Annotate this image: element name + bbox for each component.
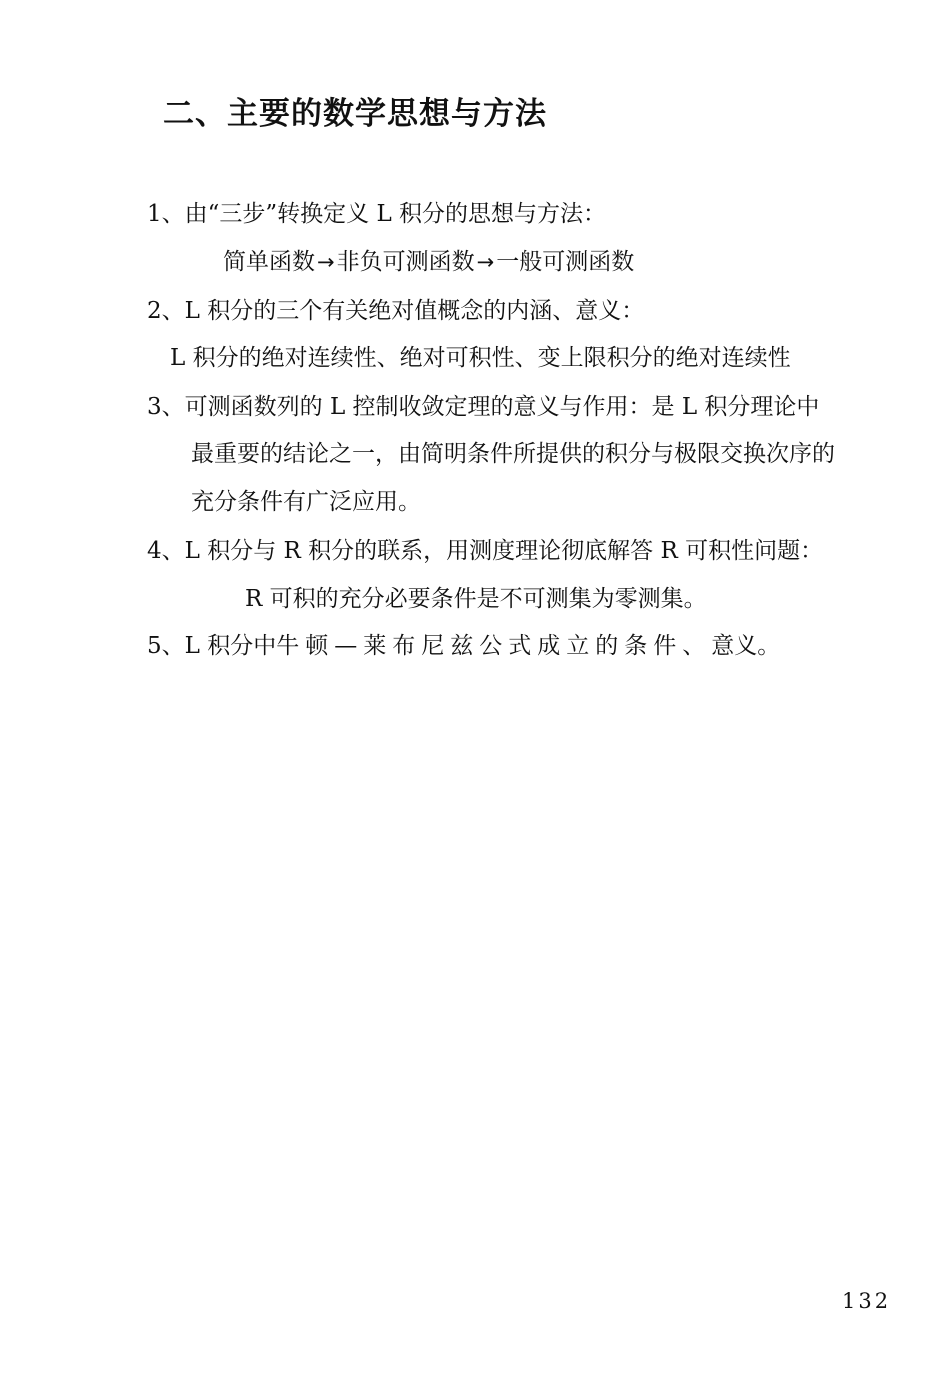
arrow-right-icon: → — [317, 250, 335, 274]
item-text-line-2: 最重要的结论之一，由简明条件所提供的积分与极限交换次序的 — [191, 441, 835, 467]
item-number: 4、 — [147, 538, 185, 564]
arrow-right-icon: → — [476, 250, 495, 274]
list-item-2 — [147, 296, 644, 326]
list-item-1 — [147, 199, 606, 229]
item-2-subline — [170, 343, 791, 373]
item-4-subline — [245, 584, 707, 614]
page-number: 132 — [842, 1289, 892, 1313]
item-text-part-2: 顿—莱布尼兹公式成立的条件、 — [305, 633, 712, 659]
item-text: 由“三步”转换定义 L 积分的思想与方法： — [184, 201, 607, 227]
item-subtext: R 可积的充分必要条件是不可测集为零测集。 — [245, 586, 707, 612]
item-number: 1、 — [147, 201, 185, 227]
item-text-part-3: 意义。 — [711, 633, 781, 659]
list-item-4 — [147, 536, 823, 566]
chain-part-simple: 简单函数 — [223, 249, 315, 275]
item-text-line-3: 充分条件有广泛应用。 — [191, 489, 421, 515]
list-item-5 — [147, 631, 780, 661]
item-text-line-1: 可测函数列的 L 控制收敛定理的意义与作用：是 L 积分理论中 — [184, 394, 820, 420]
item-3-line-3 — [191, 487, 421, 517]
item-subtext: L 积分的绝对连续性、绝对可积性、变上限积分的绝对连续性 — [170, 345, 791, 371]
item-text: L 积分的三个有关绝对值概念的内涵、意义： — [184, 298, 645, 324]
item-3-line-2 — [191, 439, 835, 469]
item-text: L 积分与 R 积分的联系，用测度理论彻底解答 R 可积性问题： — [184, 538, 824, 564]
item-1-subline — [223, 247, 634, 277]
item-number: 2、 — [147, 298, 185, 324]
chain-part-general: 一般可测函数 — [496, 249, 635, 275]
item-number: 3、 — [147, 394, 185, 420]
chain-part-nonneg: 非负可测函数 — [336, 249, 475, 275]
item-number: 5、 — [147, 633, 185, 659]
item-text-part-1: L 积分中牛 — [184, 633, 300, 659]
section-heading: 二、主要的数学思想与方法 — [163, 96, 547, 132]
list-item-3 — [147, 392, 819, 422]
